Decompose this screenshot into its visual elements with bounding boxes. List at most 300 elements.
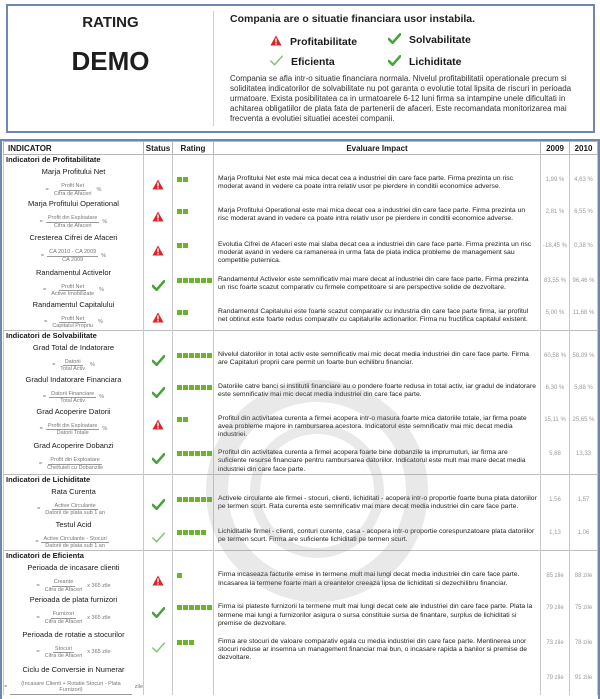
formula-denominator: Cheltuieli cu Dobanzile [47,464,104,471]
formula [4,359,143,373]
formula-numerator: Active Circulante - Stocuri [43,535,107,542]
formula-fraction [43,646,85,660]
rating-bar [177,353,182,358]
warning-icon [152,310,164,327]
formula-numerator: Profit Net [61,283,85,290]
rating-bars [177,530,213,535]
value-2010: 13,33 [570,439,598,474]
section-row [4,330,598,341]
formula-numerator: Profit din Exploatare [50,457,100,464]
rating-bars [177,417,213,422]
checkmark-icon [152,640,165,657]
section-cell [570,330,598,341]
header-rating: Rating [173,142,214,155]
value-2009: 1,99 % [541,165,570,197]
section-row [4,155,598,166]
formula-numerator: Stocuri [54,645,73,652]
indicator-name: Ciclu de Conversie in Numerar [22,664,125,674]
status-cell [144,165,173,197]
formula-denominator: Cifra de Afaceri [44,653,83,660]
rating-bar [207,451,212,456]
formula-fraction [10,681,132,695]
indicator-label: Solvabilitate [409,34,471,46]
rating-cell [173,405,214,440]
formula-prefix: = [36,582,40,589]
rating-bar [183,497,188,502]
indicator-solvabilitate [388,33,471,47]
formula [4,215,143,229]
rating-bar [201,497,206,502]
value-2010: 11,68 % [570,298,598,331]
formula-prefix: = [39,218,43,225]
table-row [4,518,598,551]
rating-cell [173,628,214,663]
formula-numerator: CA 2010 - CA 2009 [49,249,97,255]
indicator-name: Gradul Indatorare Financiara [25,374,122,384]
value-2009: 6,30 % [541,373,570,405]
formula [4,391,143,405]
indicator-cell [4,197,144,231]
value-2009: 5,00 % [541,298,570,331]
formula [4,646,143,660]
formula [4,579,143,593]
rating-bar [177,530,182,535]
rating-bar [207,605,212,610]
rating-bar [189,640,194,645]
indicator-cell [4,518,144,551]
value-2009: 73 zile [541,628,570,663]
formula-prefix: = [52,362,56,369]
section-cell [144,155,173,166]
table-header-row [4,142,598,155]
value-2009: 83,55 % [541,266,570,298]
formula-numerator: Creante [53,579,74,586]
table-row [4,485,598,518]
table-row [4,628,598,663]
section-row [4,474,598,485]
eval-cell: Datoriile catre banci si institutii financiare au o pondere foarte redusa in total activ, iar gradul de indatorare este semnificativ mai mic decat media industriei din care face parte. [214,373,541,405]
rating-bar [177,497,182,502]
section-cell [144,330,173,341]
formula [4,536,143,550]
formula-prefix: = [45,186,49,193]
formula-prefix: = [36,649,40,656]
status-cell [144,518,173,551]
formula-suffix: % [99,394,105,401]
formula-fraction [43,503,107,517]
indicator-name: Marja Profitului Operational [28,199,119,208]
section-cell [541,474,570,485]
section-cell [173,551,214,562]
rating-bar [207,353,212,358]
table-row [4,197,598,231]
rating-bar [177,417,182,422]
rating-bars [177,451,213,456]
checkmark-icon [152,353,165,370]
formula-denominator: Total Activ [60,398,86,405]
rating-bar [195,451,200,456]
value-2010: 96,46 % [570,266,598,298]
rating-bars [177,353,213,358]
formula-fraction [41,536,108,550]
rating-bars [177,605,213,610]
rating-bar [183,385,188,390]
indicator-name: Perioada de plata furnizori [29,595,118,605]
eval-cell: Profitul din activitatea curenta a firmei acopera foarte bine dobanzile la imprumuturi, iar firma are suficiente resurse financiare pentru rambursarea datoriilor. Indicatorul este mult mai mare decat media industriei din care face parte. [214,439,541,474]
indicator-name: Marja Profitului Net [41,167,106,176]
rating-bar [195,605,200,610]
value-2010: 6,55 % [570,197,598,231]
header-indicator: INDICATOR [4,142,144,155]
rating-bar [177,243,182,248]
formula-numerator: Profit din Exploatare [47,215,98,221]
rating-cell [173,197,214,231]
section-row [4,551,598,562]
formula-numerator: Datorii [64,358,81,365]
formula-prefix: = [36,614,40,621]
formula-denominator: Cifra de Afaceri [44,618,83,625]
section-cell [570,474,598,485]
eval-cell: Profitul din activitatea curenta a firmei acopera intr-o masura foarte mica datoriile totale, iar firma poate avea probleme majore in rambursarea acestora. Indicatorul este semnificativ mai mic decat media industriei. [214,405,541,440]
value-2010: 25,65 % [570,405,598,440]
rating-label: RATING [82,14,139,31]
indicator-cell [4,439,144,474]
rating-bar [183,451,188,456]
section-title: Indicatori de Solvabilitate [4,330,144,341]
eval-cell: Randamentul Activelor este semnificativ mai mare decat al industriei din care face parte. Firma prezinta un risc foarte scazut comparativ cu firmele competitoare si are perspective solide de dezvoltare. [214,266,541,298]
indicators-table [3,141,598,695]
status-cell [144,485,173,518]
demo-label: DEMO [71,46,150,76]
formula-numerator: Profit din Exploatare [47,422,98,429]
indicator-cell [4,231,144,266]
rating-cell [173,231,214,266]
indicator-name: Randamentul Activelor [35,267,112,277]
indicator-cell [4,485,144,518]
rating-bar [183,605,188,610]
indicator-cell [4,165,144,197]
formula-denominator: CA 2009 [62,256,84,263]
rating-bar [189,497,194,502]
eval-cell: Marja Profitului Operational este mai mica decat cea a industriei din care face parte. Firma prezinta un risc moderat avand in vedere ca poate intra relativ usor pe pierdere in conditii economice adverse. [214,197,541,231]
rating-summary-panel [6,4,595,133]
eval-cell: Evolutia Cifrei de Afaceri este mai slaba decat cea a industriei din care face parte. Firma prezinta un risc moderat avand in vedere ca ramanerea in urma fata de piata indica probleme de management sau competitie puternica. [214,231,541,266]
status-cell [144,266,173,298]
indicator-cell [4,593,144,628]
formula-denominator: Cifra de Afaceri [53,190,92,197]
status-cell [144,593,173,628]
table-row [4,298,598,331]
formula [4,183,143,197]
section-cell [173,474,214,485]
formula-denominator: Datorii de plata sub 1 an [45,510,105,517]
formula [4,316,143,330]
rating-bar [189,451,194,456]
formula-fraction [49,391,96,405]
indicator-lichiditate [388,55,462,69]
rating-bar [177,451,182,456]
status-cell [144,628,173,663]
checkmark-icon [152,605,165,622]
formula-prefix: = [35,539,39,546]
status-cell [144,298,173,331]
section-cell [541,330,570,341]
rating-cell [173,663,214,695]
rating-bars [177,310,213,315]
rating-bar [201,278,206,283]
value-2009: 60,58 % [541,341,570,373]
warning-icon [270,35,282,49]
eval-cell: Lichiditatile firmei - clienti, conturi curente, casa - acopera intr-o proportie corespunzatoare plata datoriilor pe termen scurt. Firma are suficiente lichiditati pe termen scurt. [214,518,541,551]
value-2010: 78 zile [570,628,598,663]
rating-bar [195,530,200,535]
rating-bar [183,640,188,645]
rating-bar [201,385,206,390]
formula-suffix: % [98,319,103,326]
value-2010: 75 zile [570,593,598,628]
value-2010: 5,88 % [570,373,598,405]
rating-bar [189,353,194,358]
formula-denominator: Total Activ [60,366,86,373]
formula [4,503,143,517]
table-row [4,266,598,298]
value-2009: 5,68 [541,439,570,474]
value-2009: 79 zile [541,663,570,695]
rating-bar [177,385,182,390]
status-cell [144,663,173,695]
rating-bar [183,243,188,248]
section-cell [570,551,598,562]
table-row [4,439,598,474]
table-row [4,165,598,197]
rating-bar [177,310,182,315]
formula-prefix: = [40,252,45,259]
formula-denominator: Cifra de Afaceri [53,222,92,229]
value-2010: 0,38 % [570,231,598,266]
status-cell [144,373,173,405]
indicator-label: Eficienta [291,56,335,68]
formula-denominator: Capitalul Propriu [52,323,93,330]
rating-bar [195,497,200,502]
formula [4,284,143,298]
formula-denominator: Active Imobilizate [51,291,95,298]
formula-prefix: = [43,287,47,294]
divider [213,11,214,126]
eval-cell: Activele circulante ale firmei - stocuri, clienti, lichiditati - acopera intr-o proportie foarte buna plata datoriilor pe termen scurt. Rata curenta este semnificativ mai mare decat media industriei din care face parte. [214,485,541,518]
formula [4,249,143,263]
formula-fraction [43,611,85,625]
checkmark-icon [152,278,165,295]
rating-bar [189,278,194,283]
formula-numerator: Active Circulante [54,502,96,509]
indicator-name: Randamentul Capitalului [32,299,115,309]
formula [4,681,143,695]
formula-suffix: x 365 zile [87,649,111,656]
indicator-name: Testul Acid [55,519,92,529]
indicator-name: Grad Acoperire Dobanzi [33,441,114,451]
rating-bar [177,177,182,182]
rating-box [8,6,213,131]
status-cell [144,231,173,266]
indicators-table-panel [0,139,600,699]
formula-fraction [50,316,95,330]
eval-cell [214,663,541,695]
value-2009: 79 zile [541,593,570,628]
section-cell [144,474,173,485]
status-cell [144,341,173,373]
indicator-cell [4,266,144,298]
rating-bar [189,530,194,535]
formula-suffix: % [99,287,104,294]
rating-bar [201,605,206,610]
value-2010: 88 zile [570,561,598,593]
indicator-cell [4,341,144,373]
formula-fraction [45,457,105,471]
value-2009: 15,11 % [541,405,570,440]
warning-icon [152,417,164,434]
indicator-cell [4,663,144,695]
rating-bar [177,605,182,610]
indicator-eficienta [270,55,335,69]
section-cell [570,155,598,166]
eval-cell: Randamentul Capitalului este foarte scazut comparativ cu industria din care face parte firma, iar profitul net obtinut este foarte redus comparativ cu capitalurile actionarilor. Firma nu fructifica capitalul existent. [214,298,541,331]
table-row [4,341,598,373]
formula-suffix: % [102,426,108,433]
rating-bars [177,243,213,248]
formula-numerator: Datorii Financiare [51,390,95,397]
rating-cell [173,341,214,373]
formula-suffix: % [96,186,102,193]
formula-fraction [47,249,98,263]
checkmark-icon [388,55,401,69]
indicator-name: Grad Acoperire Datorii [36,406,111,416]
table-row [4,373,598,405]
table-row [4,593,598,628]
summary-title: Compania are o situatie financiara usor instabila. [230,13,476,25]
formula-fraction [58,359,87,373]
rating-bar [195,353,200,358]
indicator-label: Profitabilitate [290,36,358,48]
warning-icon [152,177,164,194]
section-title: Indicatori de Profitabilitate [4,155,144,166]
rating-cell [173,518,214,551]
warning-icon [152,243,164,260]
section-cell [144,551,173,562]
value-2010: 1,57 [570,485,598,518]
section-cell [173,330,214,341]
rating-bar [183,417,188,422]
rating-bar [189,385,194,390]
formula-numerator: (Incasare Clienti + Rotatie Stocuri - Plata Furnizori) [10,681,132,695]
formula-suffix: % [101,252,107,259]
header-status: Status [144,142,173,155]
section-cell [173,155,214,166]
table-row [4,663,598,695]
indicator-profitabilitate [270,35,357,49]
indicator-name: Perioada de incasare clienti [27,563,120,573]
section-cell [214,155,541,166]
formula-prefix: = [37,506,41,513]
value-2009: -18,45 % [541,231,570,266]
formula [4,611,143,625]
rating-bar [183,278,188,283]
eval-cell: Firma are stocuri de valoare comparativ egala cu media industriei din care face parte. Mentinerea unor stocuri reduse ar insemna un management financiar mai bun, o incasare rapida a banilor si premise de dezvoltare. [214,628,541,663]
formula-suffix: x 365 zile [87,614,111,621]
eval-cell: Firma incaseaza facturile emise in termene mult mai lungi decat media industriei din care face parte. Incasarea la termene foarte mari a creantelor creeaza lipsa de lichiditati si dezechilibru financiar. [214,561,541,593]
table-row [4,405,598,440]
rating-bar [201,353,206,358]
rating-bar [207,385,212,390]
header-eval: Evaluare Impact [214,142,541,155]
value-2009: 1,13 [541,518,570,551]
value-2009: 85 zile [541,561,570,593]
formula-prefix: = [44,319,48,326]
warning-icon [152,209,164,226]
rating-bar [189,605,194,610]
rating-bar [183,209,188,214]
value-2009: 2,81 % [541,197,570,231]
formula-suffix: % [90,362,95,369]
formula-prefix: = [42,394,47,401]
rating-bars [177,640,213,645]
rating-bars [177,209,213,214]
section-title: Indicatori de Eficienta [4,551,144,562]
formula-prefix: = [38,460,43,467]
rating-cell [173,266,214,298]
rating-cell [173,561,214,593]
rating-bars [177,278,213,283]
checkmark-icon [152,497,165,514]
formula-numerator: Profit Net [61,183,85,189]
value-2010: 4,63 % [570,165,598,197]
indicator-name: Grad Total de Indatorare [32,342,115,352]
indicator-cell [4,561,144,593]
section-cell [214,551,541,562]
rating-bar [183,177,188,182]
formula-fraction [46,215,100,229]
formula-fraction [49,284,96,298]
table-row [4,231,598,266]
rating-bar [195,385,200,390]
rating-cell [173,165,214,197]
value-2010: 1,06 [570,518,598,551]
section-cell [541,155,570,166]
rating-bars [177,177,213,182]
status-cell [144,197,173,231]
formula-fraction [43,579,85,593]
table-body [4,155,598,695]
formula-suffix: % [102,218,108,225]
rating-bar [183,353,188,358]
rating-bar [201,530,206,535]
formula [4,423,143,437]
formula-numerator: Profit Net [61,315,85,322]
eval-cell: Firma isi plateste furnizorii la termene mult mai lungi decat cele ale industriei din care face parte. Plata la termene mai lungi a furnizorilor asigura o sursa constituie sursa de finantare, surplus de lichiditati si premise de dezvoltare. [214,593,541,628]
checkmark-icon [388,33,401,47]
section-cell [541,551,570,562]
formula-prefix: = [4,684,8,691]
section-title: Indicatori de Lichiditate [4,474,144,485]
formula-suffix: zile [134,684,143,691]
summary-text: Compania se afla intr-o situatie financiara normala. Nivelul profitabilitatii operationale precum si soliditatea indicatorilor de solvabilitate nu pot garanta o evolutie total lipsita de riscuri in perioada urmatoare. Exista posibilitatea ca in urmatoarele 6-12 luni firma sa intampine unele dificultati in achitarea obligatiilor de plata fata de partenerii de afaceri. Este recomandata monitorizarea mai frecventa a evolutiei situatiei acestei companii. [230,74,572,123]
rating-bar [195,278,200,283]
checkmark-icon [152,385,165,402]
rating-cell [173,593,214,628]
formula [4,457,143,471]
value-2009: 1,56 [541,485,570,518]
section-cell [214,474,541,485]
formula-numerator: Furnizori [52,611,75,618]
